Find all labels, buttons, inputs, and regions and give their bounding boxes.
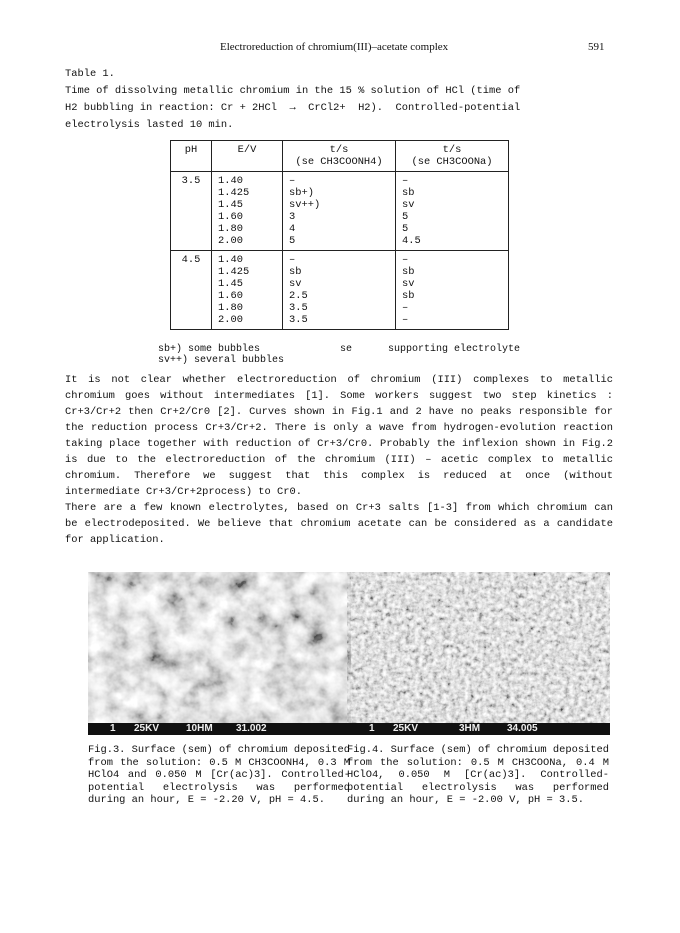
table-cell: 5: [402, 211, 409, 223]
table-cell: –: [289, 254, 296, 266]
table-cell: 1.425: [218, 266, 250, 278]
sem-texture: [88, 572, 351, 735]
figure-caption-4: Fig.4. Surface (sem) of chromium deposited from the solution: 0.5 M CH3COONa, 0.4 M HClO4, 0.050 M [Cr(ac)3]. Controlled-potential electrolysis was performed during an hour, E = -2.00 V, pH = 3.5.: [347, 744, 609, 806]
legend-sb-key: sb+): [158, 344, 183, 355]
running-title: Electroreduction of chromium(III)–acetate complex: [220, 41, 449, 53]
col-header-t1-note: (se CH3COONH4): [295, 156, 383, 168]
table-label: Table 1.: [65, 68, 115, 80]
table-cell: 2.00: [218, 235, 243, 247]
table-cell: 3.5: [289, 314, 308, 326]
paragraph: It is not clear whether electroreduction of chromium (III) complexes to metallic chromium goes without intermediates [1]. Some workers suggest two step kinetics : Cr+3/Cr+2 then Cr+2/Cr0 [2]. Curves shown in Fig.1 and 2 have no peaks responsible for the reduction process Cr+3/Cr+2. There is only a wave from hydrogen-evolution reaction taking place together with reduction of Cr+3/Cr0. Probably the inflexion shown in Fig.2 is due to the electroreduction of the chromium (III) – acetic complex to metallic chromium. Therefore we suggest that this complex is reduced at once (without intermediate Cr+3/Cr+2process) to Cr0.: [65, 374, 613, 498]
table-cell: –: [402, 175, 409, 187]
legend-left: [158, 344, 284, 366]
legend-right: [340, 344, 520, 355]
table-cell: 1.40: [218, 254, 243, 266]
col-header-t1-unit: t/s: [329, 144, 349, 156]
table-cell: 4: [289, 223, 296, 235]
table-cell: 4.5: [181, 254, 201, 266]
paragraph: There are a few known electrolytes, based on Cr+3 salts [1-3] from which chromium can be electrodeposited. We believe that chromium acetate can be considered as a candidate for application.: [65, 502, 613, 546]
cell-t2-values: [396, 251, 509, 330]
data-table: [170, 140, 509, 330]
col-header-t2-note: (se CH3COONa): [411, 156, 493, 168]
table-cell: 3.5: [181, 175, 201, 187]
cell-e-values: [212, 251, 283, 330]
table-cell: –: [402, 314, 409, 326]
scale-bar-voltage: 25KV: [134, 723, 160, 734]
figure-caption-3: Fig.3. Surface (sem) of chromium deposited from the solution: 0.5 M CH3COONH4, 0.3 M HClO4 and 0.050 M [Cr(ac)3]. Controlled-potential electrolysis was performed during an hour, E = -2.20 V, pH = 4.5.: [88, 744, 350, 806]
table-caption-line: H2 bubbling in reaction: Cr + 2HCl → CrCl2+ H2). Controlled-potential: [65, 102, 521, 114]
table-cell: 5: [289, 235, 296, 247]
scale-bar-code: 31.002: [236, 723, 267, 734]
scale-bar-length: 10HM: [186, 723, 213, 734]
table-cell: 4.5: [402, 235, 421, 247]
col-header-t1: [283, 141, 396, 172]
cell-t2-values: [396, 172, 509, 251]
scale-bar-index: 1: [369, 723, 375, 734]
page-number: 591: [588, 41, 605, 53]
table-caption-line: electrolysis lasted 10 min.: [65, 119, 234, 131]
table-cell: sb: [402, 187, 415, 199]
table-cell: 1.45: [218, 199, 243, 211]
table-cell: 1.80: [218, 223, 243, 235]
table-cell: 5: [402, 223, 409, 235]
legend-se-text: supporting electrolyte: [388, 344, 521, 355]
cell-ph: [171, 251, 212, 330]
col-header-e: E/V: [212, 141, 283, 172]
table-group-row: [171, 251, 509, 330]
cell-ph: [171, 172, 212, 251]
sem-texture: [347, 572, 610, 735]
table-cell: sb: [402, 290, 415, 302]
table-caption: [65, 66, 615, 134]
table-group-row: [171, 172, 509, 251]
cell-t1-values: [283, 172, 396, 251]
scale-bar: [347, 723, 610, 735]
legend-se-key: se: [340, 344, 353, 355]
table-cell: sv: [289, 278, 302, 290]
table-cell: 2.5: [289, 290, 308, 302]
table-cell: –: [289, 175, 296, 187]
table-cell: 3.5: [289, 302, 308, 314]
table-cell: 3: [289, 211, 296, 223]
table-cell: 1.425: [218, 187, 250, 199]
table-cell: –: [402, 254, 409, 266]
sem-photo-fig4: [347, 572, 610, 735]
table-cell: sv++): [289, 199, 321, 211]
table-cell: 1.80: [218, 302, 243, 314]
sem-photo-fig3: [88, 572, 351, 735]
legend-sv-key: sv++): [158, 355, 189, 366]
col-header-ph: pH: [171, 141, 212, 172]
legend-sb-text: some bubbles: [188, 344, 261, 355]
table-cell: sb: [289, 266, 302, 278]
scale-bar-voltage: 25KV: [393, 723, 419, 734]
table-cell: 2.00: [218, 314, 243, 326]
table-cell: 1.40: [218, 175, 243, 187]
table-cell: 1.60: [218, 211, 243, 223]
table-cell: sb: [402, 266, 415, 278]
table-cell: sv: [402, 278, 415, 290]
table-cell: sv: [402, 199, 415, 211]
cell-e-values: [212, 172, 283, 251]
table-cell: 1.60: [218, 290, 243, 302]
col-header-t2-unit: t/s: [442, 144, 462, 156]
scale-bar-index: 1: [110, 723, 116, 734]
cell-t1-values: [283, 251, 396, 330]
table-header-row: [171, 141, 509, 172]
body-text: [65, 372, 613, 548]
scale-bar-code: 34.005: [507, 723, 538, 734]
legend-sv-text: several bubbles: [194, 355, 285, 366]
col-header-t2: [396, 141, 509, 172]
table-cell: sb+): [289, 187, 314, 199]
table-cell: –: [402, 302, 409, 314]
scale-bar-length: 3HM: [459, 723, 481, 734]
table-cell: 1.45: [218, 278, 243, 290]
table-caption-line: Time of dissolving metallic chromium in the 15 % solution of HCl (time of: [65, 85, 521, 97]
scale-bar: [88, 723, 351, 735]
